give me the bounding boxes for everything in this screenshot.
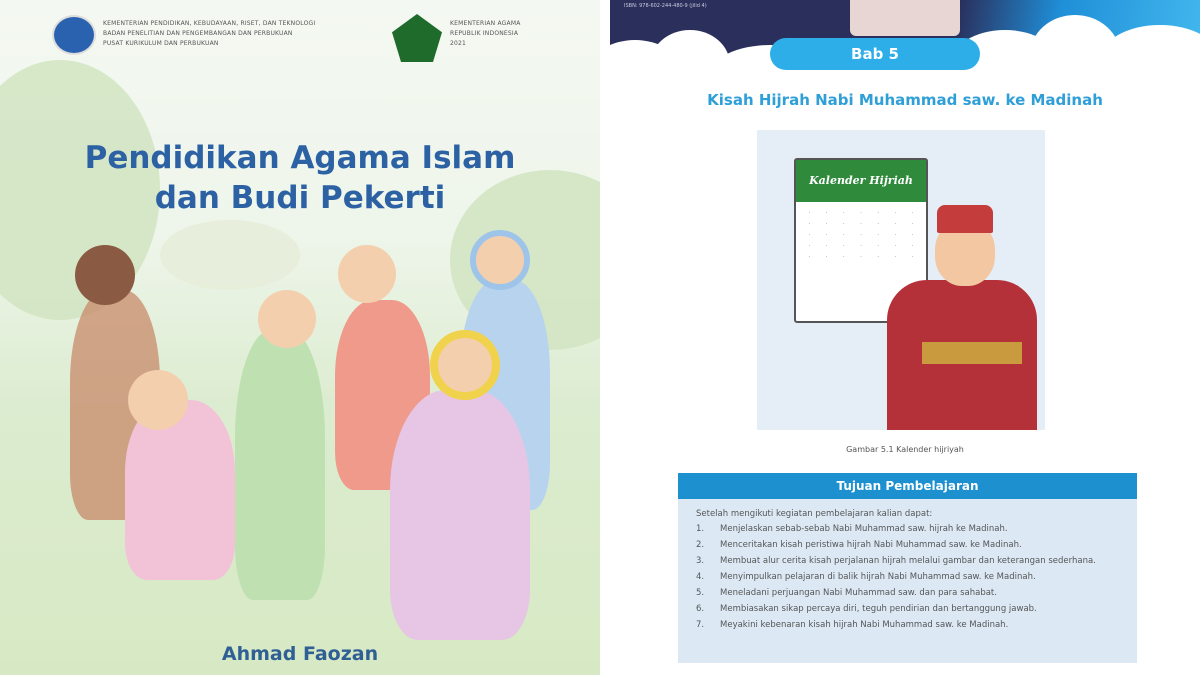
kemdikbud-logo: [52, 15, 96, 55]
item-text: Menceritakan kisah peristiwa hijrah Nabi Muhammad saw. ke Madinah.: [720, 540, 1022, 550]
chapter-title: Kisah Hijrah Nabi Muhammad saw. ke Madinah: [707, 91, 1103, 109]
list-item: 2. Menceritakan kisah peristiwa hijrah Nabi Muhammad saw. ke Madinah.: [696, 537, 1127, 553]
objectives-heading: Tujuan Pembelajaran: [678, 473, 1137, 499]
calendar-title: Kalender Hijriah: [796, 160, 926, 202]
header-line: KEMENTERIAN PENDIDIKAN, KEBUDAYAAN, RISET, DAN TEKNOLOGI: [103, 20, 316, 27]
item-text: Meyakini kebenaran kisah hijrah Nabi Muhammad saw. ke Madinah.: [720, 620, 1009, 630]
header-line: 2021: [450, 40, 467, 47]
isbn-text: ISBN: 978-602-244-480-9 (jilid 4): [624, 3, 707, 9]
list-item: 7. Meyakini kebenaran kisah hijrah Nabi Muhammad saw. ke Madinah.: [696, 617, 1127, 633]
header-line: KEMENTERIAN AGAMA: [450, 20, 521, 27]
author-name: Ahmad Faozan: [221, 643, 379, 665]
title-line: Pendidikan Agama Islam: [84, 140, 516, 176]
learning-objectives-box: [678, 473, 1137, 663]
book-page: [610, 0, 1200, 675]
belt: [922, 342, 1022, 364]
list-item: 1. Menjelaskan sebab-sebab Nabi Muhammad saw. hijrah ke Madinah.: [696, 521, 1127, 537]
kemenag-header: [450, 19, 521, 49]
book-title: [0, 138, 600, 218]
item-text: Membuat alur cerita kisah perjalanan hijrah melalui gambar dan keterangan sederhana.: [720, 556, 1096, 566]
calendar-illustration: [757, 130, 1045, 430]
peci-hat: [937, 205, 993, 233]
chapter-badge: Bab 5: [770, 38, 980, 70]
list-item: 3. Membuat alur cerita kisah perjalanan hijrah melalui gambar dan keterangan sederhana.: [696, 556, 1096, 566]
title-line: dan Budi Pekerti: [154, 180, 446, 216]
objectives-intro: Setelah mengikuti kegiatan pembelajaran kalian dapat:: [696, 509, 933, 519]
item-text: Menjelaskan sebab-sebab Nabi Muhammad saw. hijrah ke Madinah.: [720, 524, 1008, 534]
calendar-grid: · · · · · · · · · · · · · · · · · · · · · · · · · · · · · · · · · · ·: [808, 210, 914, 260]
list-item: 4. Menyimpulkan pelajaran di balik hijrah Nabi Muhammad saw. ke Madinah.: [696, 569, 1127, 585]
list-item: 6. Membiasakan sikap percaya diri, teguh pendirian dan bertanggung jawab.: [696, 601, 1127, 617]
mosque-illustration: [850, 0, 960, 36]
item-text: Membiasakan sikap percaya diri, teguh pendirian dan bertanggung jawab.: [720, 604, 1037, 614]
objectives-list: [678, 519, 1137, 633]
item-text: Meneladani perjuangan Nabi Muhammad saw. dan para sahabat.: [720, 588, 997, 598]
ministry-header: [103, 19, 315, 49]
header-line: BADAN PENELITIAN DAN PENGEMBANGAN DAN PERBUKUAN: [103, 30, 293, 37]
building-illustration: [160, 220, 300, 290]
header-line: PUSAT KURIKULUM DAN PERBUKUAN: [103, 40, 219, 47]
list-item: 5. Meneladani perjuangan Nabi Muhammad saw. dan para sahabat.: [696, 585, 1127, 601]
figure-caption: Gambar 5.1 Kalender hijriyah: [846, 445, 964, 454]
item-text: Menyimpulkan pelajaran di balik hijrah Nabi Muhammad saw. ke Madinah.: [720, 572, 1036, 582]
kemenag-logo: [392, 14, 442, 62]
header-line: REPUBLIK INDONESIA: [450, 30, 519, 37]
